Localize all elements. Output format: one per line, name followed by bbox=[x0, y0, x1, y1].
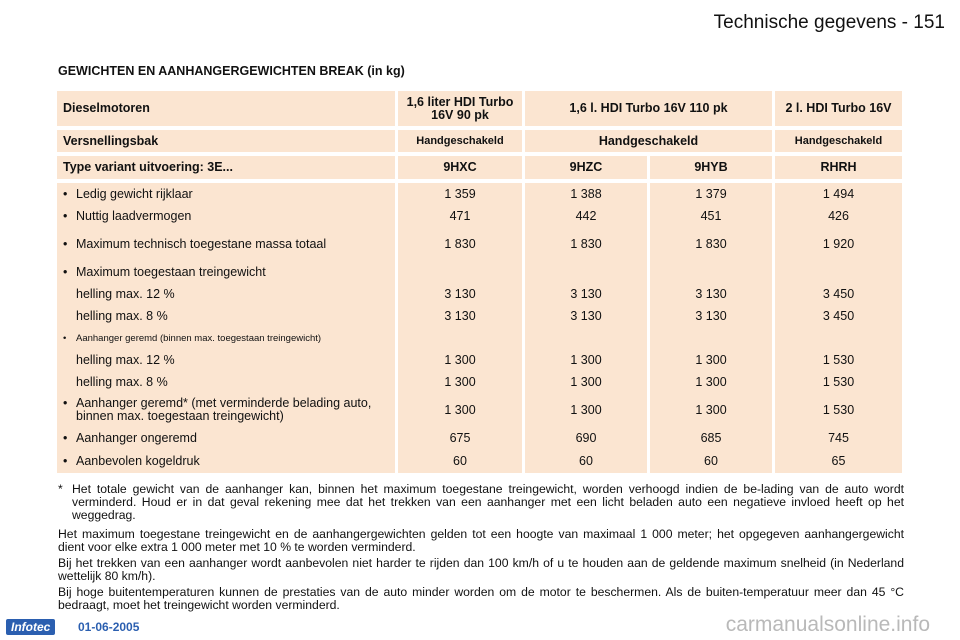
table-cell: 3 450 bbox=[822, 308, 855, 323]
engine-label: Dieselmotoren bbox=[57, 91, 398, 126]
table-cell: 3 130 bbox=[695, 308, 727, 323]
table-cell: 685 bbox=[700, 431, 722, 445]
table-cell: 60 bbox=[704, 454, 718, 468]
table-cell: 1 530 bbox=[822, 402, 855, 417]
table-cell: 3 130 bbox=[695, 286, 727, 301]
variant-4: RHRH bbox=[775, 156, 902, 179]
table-cell: 1 300 bbox=[444, 352, 476, 367]
table-row: • Maximum toegestaan treingewicht bbox=[63, 264, 266, 279]
footnote-marker: * bbox=[58, 482, 63, 496]
variant-3: 9HYB bbox=[650, 156, 775, 179]
engine-2: 1,6 l. HDI Turbo 16V 110 pk bbox=[525, 91, 775, 126]
engine-3: 2 l. HDI Turbo 16V bbox=[775, 91, 902, 126]
table-row: • Aanhanger ongeremd bbox=[63, 431, 197, 445]
paragraph-altitude: Het maximum toegestane treingewicht en de aanhangergewichten gelden tot een hoogte van maximaal 1 000 meter; het opgegeven aanhangergewicht dient voor elke extra 1 000 meter met 10 % te worden verminderd. bbox=[58, 527, 904, 554]
table-row: • Aanhanger geremd (binnen max. toegestaan treingewicht) bbox=[63, 332, 322, 344]
table-cell: 451 bbox=[700, 208, 722, 223]
table-cell: 60 bbox=[579, 454, 593, 468]
gearbox-label: Versnellingsbak bbox=[57, 130, 398, 152]
table-cell: 65 bbox=[831, 454, 846, 468]
table-cell: 690 bbox=[575, 431, 597, 445]
table-cell: 1 300 bbox=[570, 374, 602, 389]
weights-table bbox=[57, 91, 902, 473]
paragraph-temperature: Bij hoge buitentemperaturen kunnen de prestaties van de auto minder worden om de motor te beschermen. Als de buiten-temperatuur meer dan 45 °C bedraagt, moet het treingewicht worden verminderd. bbox=[58, 585, 904, 612]
section-title: GEWICHTEN EN AANHANGERGEWICHTEN BREAK (in kg) bbox=[58, 64, 405, 78]
table-cell: 675 bbox=[449, 431, 471, 445]
value-column-rhrh bbox=[775, 183, 902, 473]
table-cell: 1 300 bbox=[444, 402, 476, 417]
value-column-9hxc bbox=[398, 183, 525, 473]
table-row: helling max. 12 % bbox=[76, 286, 175, 301]
table-cell: 1 379 bbox=[695, 186, 727, 201]
table-cell: 1 300 bbox=[695, 374, 727, 389]
engine-1: 1,6 liter HDI Turbo 16V 90 pk bbox=[398, 91, 525, 126]
table-cell: 1 920 bbox=[822, 236, 855, 251]
table-cell: 3 130 bbox=[444, 308, 476, 323]
gearbox-row bbox=[57, 130, 902, 152]
table-cell: 1 830 bbox=[444, 236, 476, 251]
engine-row bbox=[57, 91, 902, 126]
table-row: helling max. 8 % bbox=[76, 374, 168, 389]
table-cell: 1 494 bbox=[822, 186, 855, 201]
table-cell: 1 388 bbox=[570, 186, 602, 201]
variant-1: 9HXC bbox=[398, 156, 525, 179]
value-column-9hyb bbox=[650, 183, 775, 473]
paragraph-speed: Bij het trekken van een aanhanger wordt aanbevolen niet harder te rijden dan 100 km/h of u te houden aan de geldende maximum snelheid (in Nederland wettelijk 80 km/h). bbox=[58, 556, 904, 583]
table-body bbox=[57, 183, 902, 473]
watermark: carmanualsonline.info bbox=[725, 613, 930, 636]
table-cell: 60 bbox=[453, 454, 467, 468]
table-cell: 1 530 bbox=[822, 374, 855, 389]
table-cell: 3 450 bbox=[822, 286, 855, 301]
infotec-logo: Infotec bbox=[6, 619, 55, 635]
variant-row bbox=[57, 156, 902, 179]
variant-2: 9HZC bbox=[525, 156, 650, 179]
value-column-9hzc bbox=[525, 183, 650, 473]
table-row: • Aanbevolen kogeldruk bbox=[63, 454, 200, 468]
page-title: Technische gegevens - 151 bbox=[713, 12, 945, 33]
table-cell: 1 830 bbox=[570, 236, 602, 251]
gearbox-1: Handgeschakeld bbox=[398, 130, 525, 152]
table-cell: 1 300 bbox=[444, 374, 476, 389]
gearbox-3: Handgeschakeld bbox=[775, 130, 902, 152]
table-cell: 1 300 bbox=[570, 402, 602, 417]
table-row: • Maximum technisch toegestane massa totaal bbox=[63, 236, 327, 251]
footnote-text: Het totale gewicht van de aanhanger kan, binnen het maximum toegestane treingewicht, worden verhoogd indien de be-lading van de auto wordt verminderd. Houd er in dat geval rekening mee dat het trekken van een aanhanger met een licht beladen auto een negatieve invloed heeft op het weggedrag. bbox=[72, 482, 904, 522]
table-cell: 3 130 bbox=[570, 286, 602, 301]
table-cell: 1 530 bbox=[822, 352, 855, 367]
variant-label: Type variant uitvoering: 3E... bbox=[57, 156, 398, 179]
table-row: • Ledig gewicht rijklaar bbox=[63, 186, 193, 201]
table-cell: 1 300 bbox=[695, 402, 727, 417]
table-cell: 1 300 bbox=[570, 352, 602, 367]
gearbox-2: Handgeschakeld bbox=[525, 130, 775, 152]
table-row: • Aanhanger geremd* (met verminderde belading auto, binnen max. toegestaan treingewicht) bbox=[63, 396, 372, 423]
table-cell: 3 130 bbox=[570, 308, 602, 323]
table-cell: 442 bbox=[575, 208, 597, 223]
table-row: helling max. 8 % bbox=[76, 308, 168, 323]
star-footnote bbox=[58, 483, 904, 522]
table-cell: 3 130 bbox=[444, 286, 476, 301]
table-cell: 426 bbox=[828, 208, 849, 223]
table-cell: 1 300 bbox=[695, 352, 727, 367]
label-column bbox=[57, 183, 398, 473]
table-cell: 1 359 bbox=[444, 186, 476, 201]
table-cell: 745 bbox=[828, 431, 849, 445]
table-cell: 471 bbox=[449, 208, 471, 223]
table-cell: 1 830 bbox=[695, 236, 727, 251]
table-row: helling max. 12 % bbox=[76, 352, 175, 367]
table-row: • Nuttig laadvermogen bbox=[63, 208, 192, 223]
edition-date: 01-06-2005 bbox=[78, 620, 140, 634]
